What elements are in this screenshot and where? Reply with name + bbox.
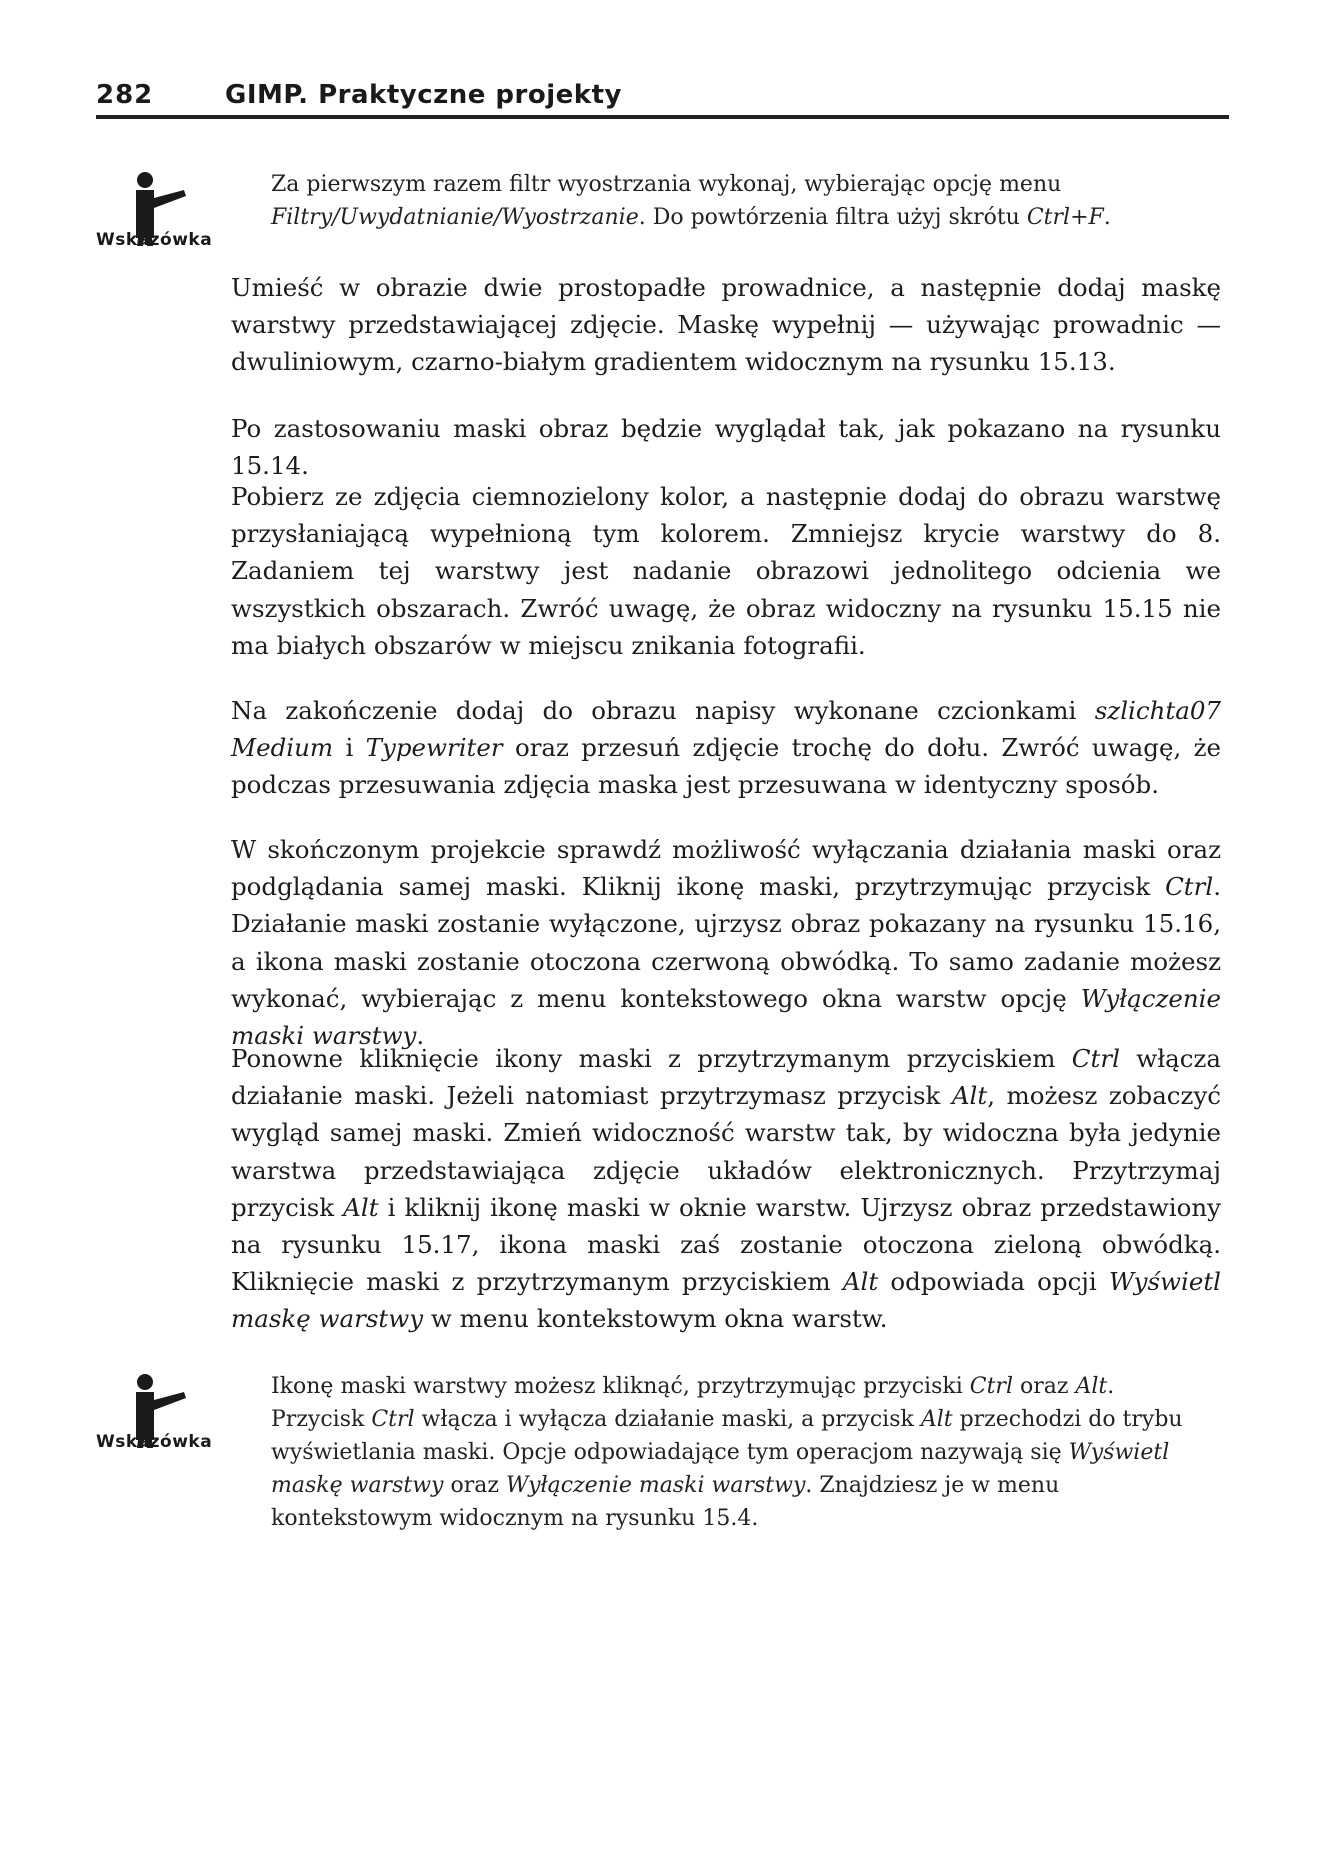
page-number: 282 (96, 80, 154, 110)
paragraph: Umieść w obrazie dwie prostopadłe prowadnice, a następnie dodaj maskę warstwy przedstawiającej zdjęcie. Maskę wypełnij — używając prowadnic — dwuliniowym, czarno-białym gradientem widocznym na rysunku 15.13. (231, 273, 1221, 377)
running-header (96, 78, 1229, 118)
paragraph: Pobierz ze zdjęcia ciemnozielony kolor, a następnie dodaj do obrazu warstwę przysłaniającą wypełnioną tym kolorem. Zmniejsz krycie warstwy do 8. Zadaniem tej warstwy jest nadanie obrazowi jednolitego odcienia we wszystkich obszarach. Zwróć uwagę, że obraz widoczny na rysunku 15.15 nie ma białych obszarów w miejscu znikania fotografii. (231, 482, 1221, 660)
paragraph: Po zastosowaniu maski obraz będzie wyglądał tak, jak pokazano na rysunku 15.14. (231, 414, 1221, 481)
tip-label: Wskazówka (96, 230, 213, 250)
paragraph: Ponowne kliknięcie ikony maski z przytrzymanym przyciskiem Ctrl włącza działanie maski. Jeżeli natomiast przytrzymasz przycisk Alt, możesz zobaczyć wygląd samej maski. Zmień widoczność warstw tak, by widoczna była jedynie warstwa przedstawiająca zdjęcie układów elektronicznych. Przytrzymaj przycisk Alt i kliknij ikonę maski w oknie warstw. Ujrzysz obraz przedstawiony na rysunku 15.17, ikona maski zaś zostanie otoczona zieloną obwódką. Kliknięcie maski z przytrzymanym przyciskiem Alt odpowiada opcji Wyświetl maskę warstwy w menu kontekstowym okna warstw. (231, 1044, 1222, 1334)
tip-text: Za pierwszym razem filtr wyostrzania wykonaj, wybierając opcję menu Filtry/Uwydatnianie/Wyostrzanie. Do powtórzenia filtra użyj skrótu Ctrl+F. (271, 172, 1111, 230)
paragraph: Na zakończenie dodaj do obrazu napisy wykonane czcionkami szlichta07 Medium i Typewriter oraz przesuń zdjęcie trochę do dołu. Zwróć uwagę, że podczas przesuwania zdjęcia maska jest przesuwana w identyczny sposób. (231, 696, 1221, 800)
header-rule (96, 115, 1229, 119)
tip-text: Ikonę maski warstwy możesz kliknąć, przytrzymując przyciski Ctrl oraz Alt. Przycisk Ctrl włącza i wyłącza działanie maski, a przycisk Alt przechodzi do trybu wyświetlania maski. Opcje odpowiadające tym operacjom nazywają się Wyświetl maskę warstwy oraz Wyłączenie maski warstwy. Znajdziesz je w menu kontekstowym widocznym na rysunku 15.4. (271, 1374, 1183, 1531)
tip-label: Wskazówka (96, 1432, 213, 1452)
paragraph: W skończonym projekcie sprawdź możliwość wyłączania działania maski oraz podglądania samej maski. Kliknij ikonę maski, przytrzymując przycisk Ctrl. Działanie maski zostanie wyłączone, ujrzysz obraz pokazany na rysunku 15.16, a ikona maski zostanie otoczona czerwoną obwódką. To samo zadanie możesz wykonać, wybierając z menu kontekstowego okna warstw opcję Wyłączenie maski warstwy. (231, 835, 1221, 1051)
book-title: GIMP. Praktyczne projekty (225, 80, 622, 110)
